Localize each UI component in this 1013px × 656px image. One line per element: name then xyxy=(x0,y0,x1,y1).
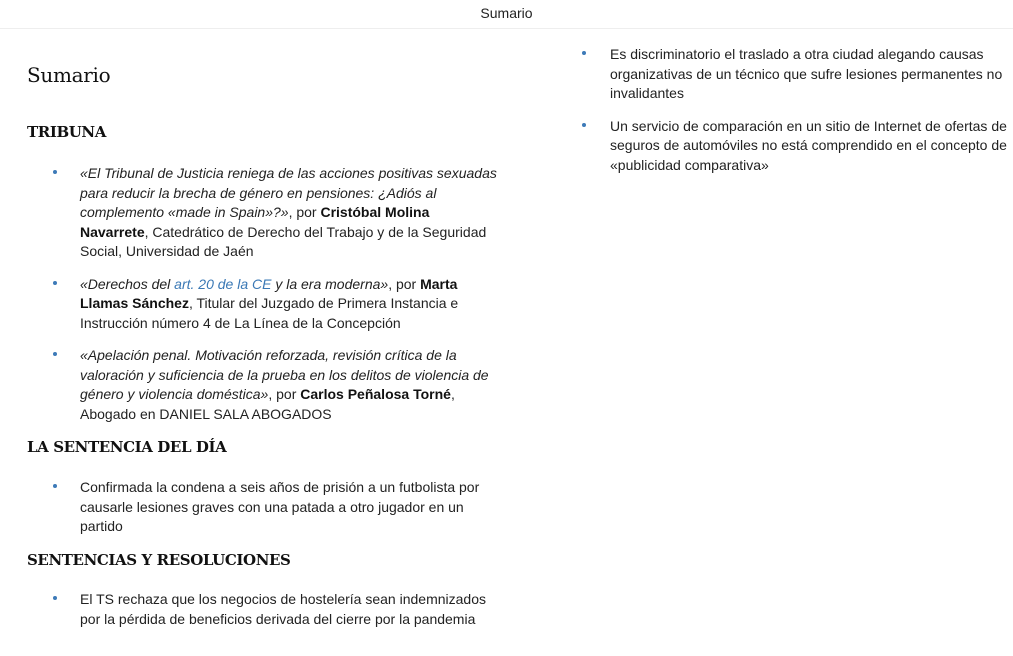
by-text: , por xyxy=(288,204,321,220)
item-text[interactable]: El TS rechaza que los negocios de hostelería sean indemnizados por la pérdida de beneficios derivada del cierre por la pandemia xyxy=(80,591,486,627)
by-text: , por xyxy=(388,275,421,292)
item-text[interactable]: Un servicio de comparación en un sitio de Internet de ofertas de seguros de automóviles no está comprendido en el concepto de «publicidad comparativa» xyxy=(610,117,1007,173)
author-name: Carlos Peñalosa Torné xyxy=(300,386,451,402)
article-title[interactable]: «Apelación penal. Motivación reforzada, revisión crítica de la valoración y suficiencia de la prueba en los delitos de violencia de género y violencia doméstica» xyxy=(80,347,489,402)
bullet-icon xyxy=(53,596,57,600)
list-item[interactable] xyxy=(579,45,1009,104)
document-title: Sumario xyxy=(27,63,111,87)
author-description: , Catedrático de Derecho del Trabajo y de la Seguridad Social, Universidad de Jaén xyxy=(80,223,487,259)
article-link[interactable]: art. 20 de la CE xyxy=(174,275,272,292)
bullet-icon xyxy=(582,123,586,127)
sentencias-resoluciones-list xyxy=(27,590,497,642)
bullet-icon xyxy=(53,281,57,285)
item-text[interactable]: Es discriminatorio el traslado a otra ciudad alegando causas organizativas de un técnico que sufre lesiones permanentes no invalidantes xyxy=(610,46,1003,101)
bullet-icon xyxy=(582,51,586,55)
tribuna-list xyxy=(27,164,497,437)
sentencias-resoluciones-list-continued xyxy=(579,45,1009,188)
sentencia-del-dia-list xyxy=(27,478,497,550)
section-heading-sentencia-del-dia: LA SENTENCIA DEL DÍA xyxy=(27,438,227,456)
list-item[interactable] xyxy=(579,117,1009,176)
bullet-icon xyxy=(53,484,57,488)
list-item xyxy=(27,164,497,262)
section-heading-sentencias-y-resoluciones: SENTENCIAS Y RESOLUCIONES xyxy=(27,551,291,569)
bullet-icon xyxy=(53,170,57,174)
window-title: Sumario xyxy=(480,5,533,21)
article-title-end[interactable]: y la era moderna» xyxy=(271,275,389,292)
article-title-start[interactable]: «Derechos del xyxy=(80,275,175,292)
list-item xyxy=(27,275,497,334)
author-name: Marta Llamas Sánchez xyxy=(80,275,458,311)
list-item[interactable] xyxy=(27,478,497,537)
bullet-icon xyxy=(53,352,57,356)
article-title[interactable]: «El Tribunal de Justicia reniega de las acciones positivas sexuadas para reducir la brecha de género en pensiones: ¿Adiós al complemento «made in Spain»?» xyxy=(80,165,497,220)
section-heading-tribuna: TRIBUNA xyxy=(27,123,106,141)
author-description: , Titular del Juzgado de Primera Instancia e Instrucción número 4 de La Línea de la Concepción xyxy=(80,295,459,331)
item-text[interactable]: Confirmada la condena a seis años de prisión a un futbolista por causarle lesiones graves con una patada a otro jugador en un partido xyxy=(80,479,480,534)
author-name: Cristóbal Molina Navarrete xyxy=(80,204,430,240)
list-item xyxy=(27,346,497,424)
by-text: , por xyxy=(268,386,301,402)
author-description: , Abogado en DANIEL SALA ABOGADOS xyxy=(80,386,455,422)
list-item[interactable] xyxy=(27,590,497,629)
window-title-bar xyxy=(0,0,1013,29)
